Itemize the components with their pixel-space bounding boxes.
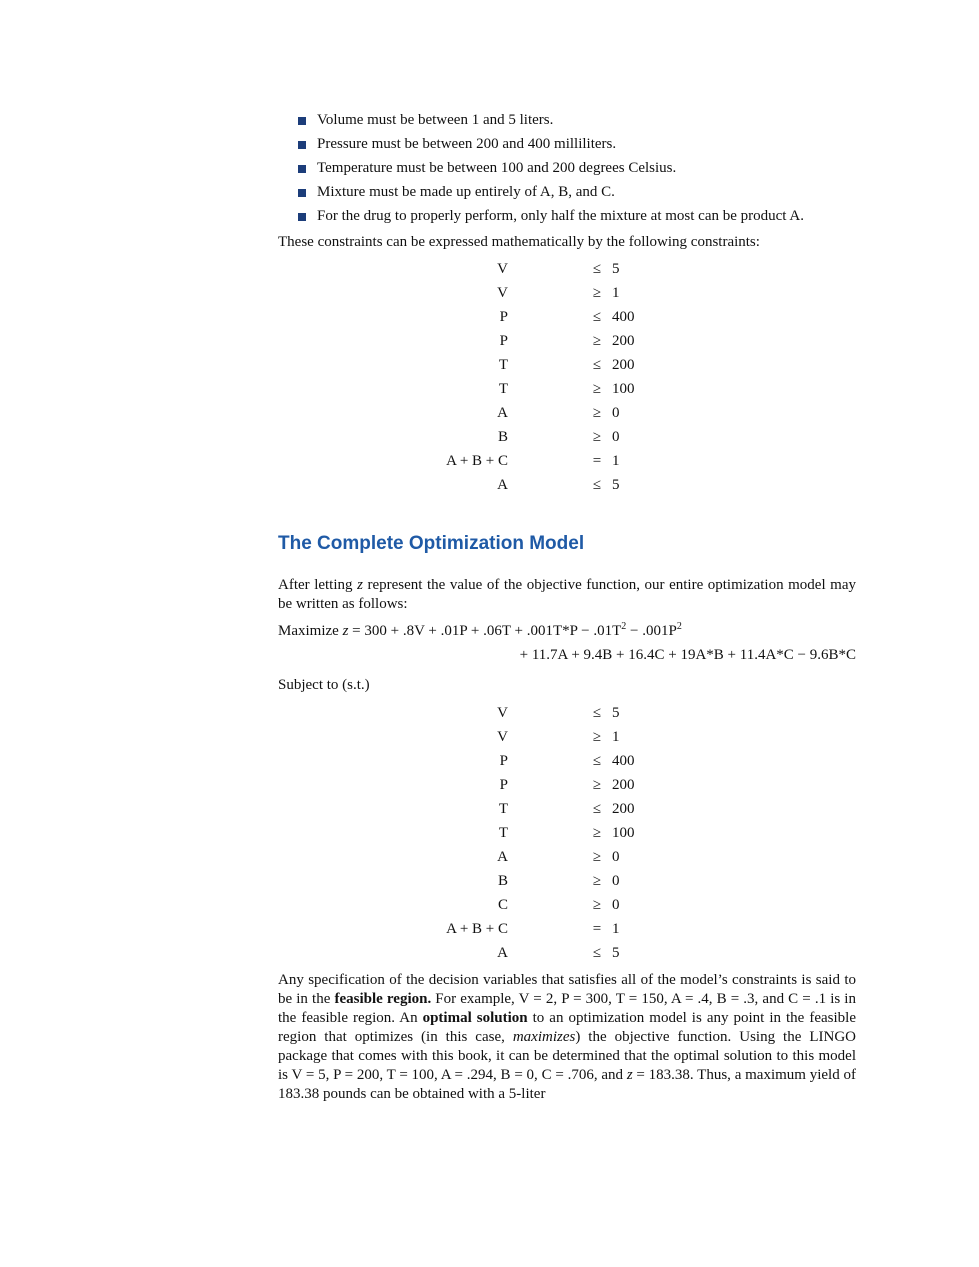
equation-row: P ≤ 400 (499, 309, 635, 325)
bullet-item: Volume must be between 1 and 5 liters. (278, 108, 856, 132)
equation-row: A ≤ 5 (497, 477, 620, 493)
bullet-item: Temperature must be between 100 and 200 degrees Celsius. (278, 156, 856, 180)
equation-row: A ≥ 0 (497, 405, 620, 421)
equation-row: C ≥ 0 (497, 897, 620, 913)
bullet-item: For the drug to properly perform, only half the mixture at most can be product A. (278, 204, 856, 228)
equation-row: A ≥ 0 (497, 849, 620, 865)
equation-row: B ≥ 0 (497, 429, 620, 445)
equation-row: P ≤ 400 (499, 753, 635, 769)
page-content (278, 108, 856, 1104)
objective-function (278, 619, 856, 667)
equation-row: A + B + C = 1 (446, 453, 620, 469)
bullet-item: Pressure must be between 200 and 400 milliliters. (278, 132, 856, 156)
equation-row: T ≥ 100 (498, 825, 635, 841)
equation-row: V ≤ 5 (497, 705, 620, 721)
subject-to-label: Subject to (s.t.) (278, 677, 370, 693)
equation-row: A + B + C = 1 (446, 921, 620, 937)
constraint-equations-2 (278, 701, 856, 965)
square-bullet-icon (298, 213, 306, 221)
equation-row: V ≥ 1 (497, 285, 620, 301)
equation-row: T ≤ 200 (498, 801, 635, 817)
constraint-equations-1 (278, 257, 856, 497)
square-bullet-icon (298, 165, 306, 173)
equation-row: T ≥ 100 (498, 381, 635, 397)
equation-row: B ≥ 0 (497, 873, 620, 889)
equation-row: V ≥ 1 (497, 729, 620, 745)
equation-row: T ≤ 200 (498, 357, 635, 373)
objective-line-1: Maximize $z = 300 + .8V + .01P + .06T + .001T*P - .01T^2 - .001P^2$ (278, 621, 682, 639)
square-bullet-icon (298, 117, 306, 125)
section-heading: The Complete Optimization Model (278, 533, 585, 554)
equation-row: V ≤ 5 (497, 261, 620, 277)
intro-paragraph: These constraints can be expressed mathematically by the following constraints: (278, 234, 760, 250)
bullet-item: Mixture must be made up entirely of A, B, and C. (278, 180, 856, 204)
feasible-region-paragraph: Any specification of the decision variables that satisfies all of the model’s constraints is said to be in the feasible region. For example, V = 2, P = 300, T = 150, A = .4, B = .3, and C = .1 is in the feasible region. An optimal solution to an optimization model is any point in the feasible region that optimizes (in this case, maximizes) the objective function. Using the LINGO package that comes with this book, it can be determined that the optimal solution to this model is V = 5, P = 200, T = 100, A = .294, B = 0, C = .706, and z = 183.38. Thus, a maximum yield of 183.38 pounds can be obtained with a 5-liter (278, 972, 857, 1102)
square-bullet-icon (298, 189, 306, 197)
equation-row: P ≥ 200 (499, 333, 635, 349)
model-intro-paragraph: After letting z represent the value of the objective function, our entire optimization model may be written as follows: (278, 577, 856, 612)
constraint-bullet-list (278, 108, 856, 228)
equation-row: P ≥ 200 (499, 777, 635, 793)
term-optimal-solution: optimal solution (422, 1010, 528, 1026)
objective-line-2: + 11.7A + 9.4B + 16.4C + 19A*B + 11.4A*C − 9.6B*C (519, 647, 856, 663)
square-bullet-icon (298, 141, 306, 149)
term-feasible-region: feasible region. (334, 991, 432, 1007)
equation-row: A ≤ 5 (497, 945, 620, 961)
